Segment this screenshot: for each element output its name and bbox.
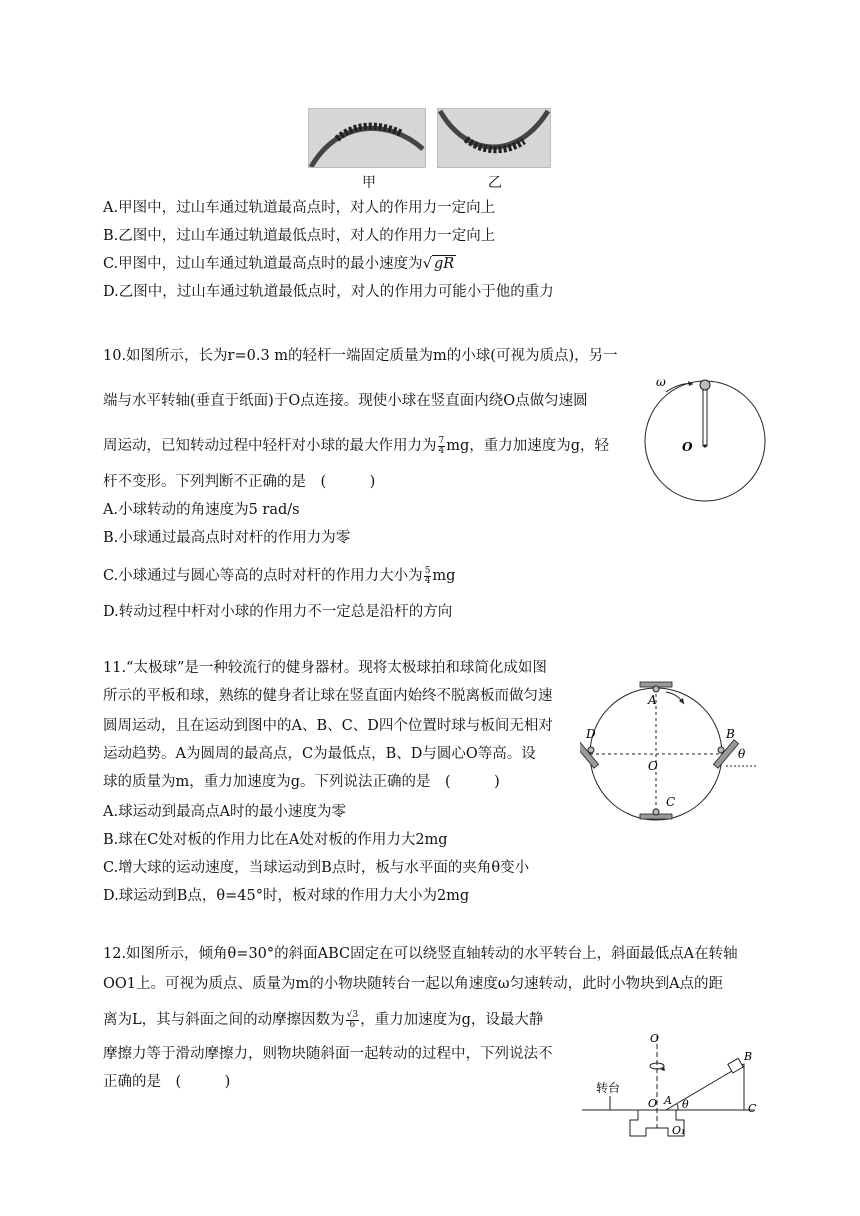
- caption-jia: 甲: [362, 175, 376, 191]
- q11-stem-line5: 球的质量为m，重力加速度为g。下列说法正确的是 ( ): [103, 774, 500, 790]
- q12-label-o: O: [648, 1097, 658, 1110]
- q11-ball-c: [653, 809, 659, 815]
- q10-option-a: A.小球转动的角速度为5 rad/s: [103, 502, 300, 518]
- q11-option-b: B.球在C处对板的作用力比在A处对板的作用力大2mg: [103, 832, 448, 848]
- q10-o-label: O: [682, 440, 693, 454]
- q11-label-b: B: [726, 727, 735, 741]
- q12-block: [728, 1058, 743, 1073]
- q11-option-d: D.球运动到B点，θ=45°时，板对球的作用力大小为2mg: [103, 888, 470, 904]
- q12-label-a: A: [664, 1094, 672, 1107]
- q12-label-theta: θ: [682, 1098, 689, 1111]
- q12-figure: [578, 1024, 778, 1154]
- q12-label-turntable: 转台: [596, 1081, 621, 1095]
- q10-c-num: 5: [424, 565, 431, 576]
- q11-ball-a: [653, 686, 659, 692]
- q12-label-b: B: [744, 1050, 753, 1063]
- roller-coaster-photo-yi: [437, 108, 551, 168]
- q12-stem-line4: 摩擦力等于滑动摩擦力，则物块随斜面一起转动的过程中，下列说法不: [103, 1046, 553, 1062]
- q9-option-d: D.乙图中，过山车通过轨道最低点时，对人的作用力可能小于他的重力: [103, 284, 554, 300]
- q10-frac-den: 4: [438, 445, 445, 456]
- q12-stem-line5: 正确的是 ( ): [103, 1074, 231, 1090]
- q11-label-a: A: [648, 693, 657, 707]
- q10-pivot: [703, 444, 706, 447]
- q12-stem-line2: OO1上。可视为质点、质量为m的小物块随转台一起以角速度ω匀速转动，此时小物块到A点的距: [103, 976, 724, 992]
- q10-c-b: mg: [432, 568, 456, 584]
- q10-fraction: [438, 437, 446, 456]
- q10-figure: [636, 372, 776, 504]
- q12-stem-line3: [103, 1010, 543, 1030]
- q12-label-o-top: O: [650, 1032, 660, 1045]
- q9-option-c-expr: gR: [433, 256, 455, 272]
- q12-frac-num: √3: [346, 1009, 359, 1020]
- q10-line3-b: mg，重力加速度为g，轻: [446, 438, 610, 454]
- q10-c-fraction: [424, 567, 432, 586]
- q9-option-b: B.乙图中，过山车通过轨道最低点时，对人的作用力一定向上: [103, 228, 496, 244]
- q10-c-den: 4: [424, 575, 431, 586]
- q11-label-d: D: [586, 727, 596, 741]
- photo-yi-drawing: [438, 109, 550, 167]
- q10-omega-label: ω: [656, 375, 666, 389]
- q11-ball-b: [718, 747, 724, 753]
- photo-jia-drawing: [309, 109, 425, 167]
- q10-frac-num: 7: [438, 435, 445, 446]
- q11-figure: [580, 674, 760, 824]
- q10-option-c: [103, 566, 455, 586]
- q11-stem-line3: 圆周运动，且在运动到图中的A、B、C、D四个位置时球与板间无相对: [103, 718, 553, 734]
- q11-label-o: O: [648, 759, 658, 773]
- q10-stem-line3: [103, 436, 609, 456]
- q12-line3-b: ，重力加速度为g，设最大静: [360, 1012, 544, 1028]
- q11-option-c: C.增大球的运动速度，当球运动到B点时，板与水平面的夹角θ变小: [103, 860, 530, 876]
- q11-option-a: A.球运动到最高点A时的最小速度为零: [103, 804, 347, 820]
- q12-line3-a: 离为L，其与斜面之间的动摩擦因数为: [103, 1012, 345, 1028]
- q10-c-a: C.小球通过与圆心等高的点时对杆的作用力大小为: [103, 568, 423, 584]
- q12-frac-den: 6: [349, 1019, 356, 1030]
- q12-label-c: C: [748, 1102, 757, 1115]
- q10-stem-line1: 10.如图所示，长为r=0.3 m的轻杆一端固定质量为m的小球(可视为质点)，另一: [103, 348, 618, 364]
- q10-ball: [700, 380, 710, 390]
- q10-option-d: D.转动过程中杆对小球的作用力不一定总是沿杆的方向: [103, 604, 453, 620]
- caption-yi: 乙: [488, 175, 502, 191]
- q9-option-c: [103, 254, 456, 274]
- q11-label-theta: θ: [738, 747, 746, 761]
- q10-stem-line4: 杆不变形。下列判断不正确的是 ( ): [103, 474, 376, 490]
- q11-ball-d: [588, 747, 594, 753]
- q9-option-a: A.甲图中，过山车通过轨道最高点时，对人的作用力一定向上: [103, 200, 496, 216]
- roller-coaster-photo-jia: [308, 108, 426, 168]
- q9-option-c-text: C.甲图中，过山车通过轨道最高点时的最小速度为: [103, 256, 423, 272]
- q11-paddle-d: [580, 740, 599, 768]
- q12-theta-arc: [677, 1104, 678, 1110]
- q11-stem-line4: 运动趋势。A为圆周的最高点，C为最低点，B、D与圆心O等高。设: [103, 746, 536, 762]
- q12-fraction: [346, 1011, 359, 1030]
- q12-stem-line1: 12.如图所示，倾角θ=30°的斜面ABC固定在可以绕竖直轴转动的水平转台上，斜面最低点A在转轴: [103, 946, 738, 962]
- sqrt-sign: √: [422, 256, 432, 272]
- q10-option-b: B.小球通过最高点时对杆的作用力为零: [103, 530, 351, 546]
- q11-label-c: C: [666, 795, 676, 809]
- q12-label-o1: O₁: [672, 1124, 686, 1137]
- q10-stem-line2: 端与水平转轴(垂直于纸面)于O点连接。现使小球在竖直面内绕O点做匀速圆: [103, 393, 588, 409]
- q10-line3-a: 周运动，已知转动过程中轻杆对小球的最大作用力为: [103, 438, 437, 454]
- q10-rod: [703, 389, 707, 446]
- q11-stem-line2: 所示的平板和球，熟练的健身者让球在竖直面内始终不脱离板而做匀速: [103, 688, 553, 704]
- q11-stem-line1: 11.“太极球”是一种较流行的健身器材。现将太极球拍和球简化成如图: [103, 660, 547, 676]
